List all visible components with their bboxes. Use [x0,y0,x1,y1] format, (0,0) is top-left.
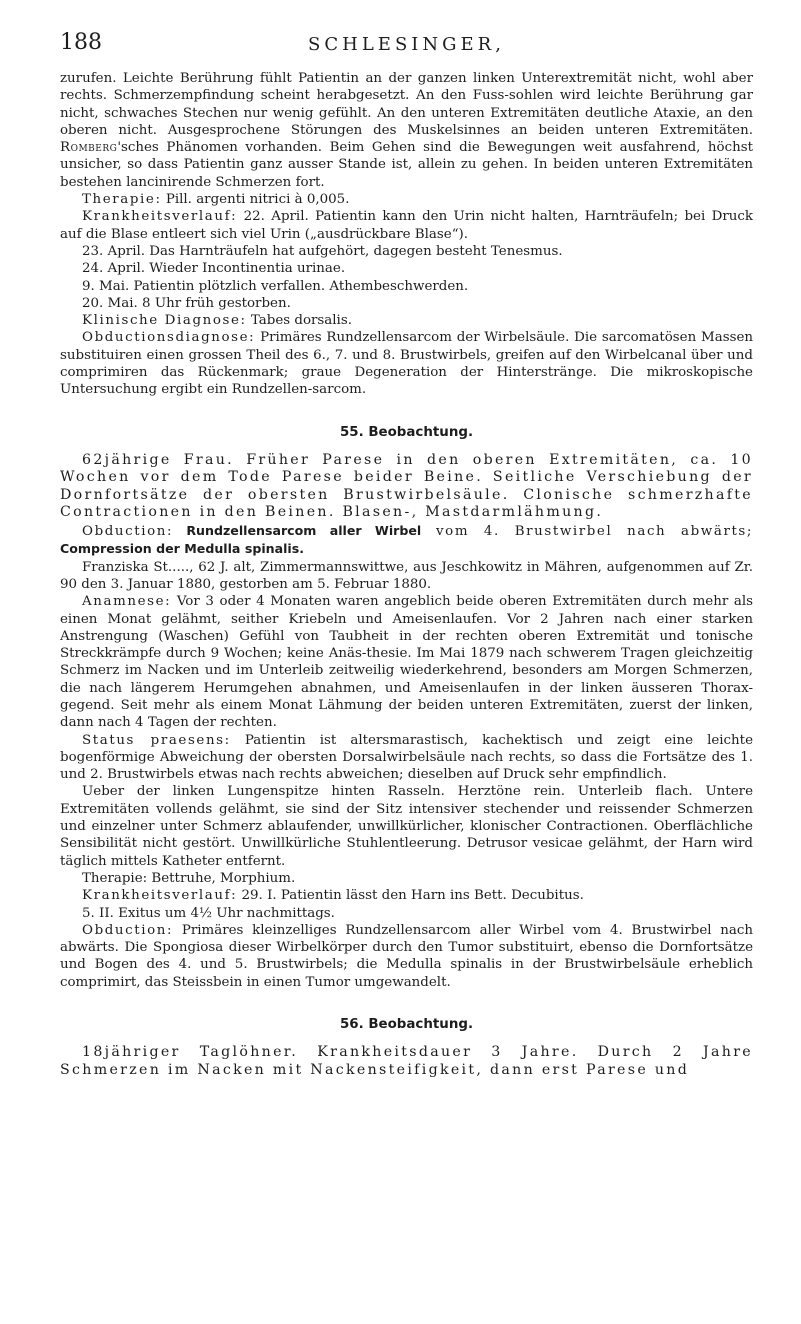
course-entry: 23. April. Das Harnträufeln hat aufgehört, dagegen besteht Tenesmus. [82,243,563,259]
course-entry: 20. Mai. 8 Uhr früh gestorben. [82,295,291,311]
autopsy: Obduction: Primäres kleinzelliges Rundzellensarcom aller Wirbel vom 4. Brustwirbel nach abwärts. Die Spongiosa dieser Wirbelkörper durch den Tumor substituirt, ebenso die Dornfortsätze und Bogen des 4. und 5. Brustwirbels; die Medulla spinalis in der Brustwirbelsäule erheblich comprimirt, das Steissbein in einen Tumor umgewandelt. [60,922,753,990]
anamnesis: Anamnese: Vor 3 oder 4 Monaten waren angeblich beide oberen Extremitäten durch mehr als einen Monat gelähmt, seither Kriebeln und Ameisenlaufen. Vor 2 Jahren nach einer starken Anstrengung (Waschen) Gefühl von Taubheit in der rechten oberen Extremität und tonische Streckkrämpfe durch 9 Wochen; keine Anäs-thesie. Im Mai 1879 nach schwerem Tragen gleichzeitig Schmerz im Nacken und im Unterleib zeitweilig wiederkehrend, besonders am Morgen Schmerzen, die nach längerem Herumgehen abnahmen, und Ameisenlaufen in der linken äusseren Thorax-gegend. Seit mehr als einem Monat Lähmung der beiden unteren Extremitäten, zuerst der linken, dann nach 4 Tagen der rechten. [60,594,753,731]
case-summary: 62jährige Frau. Früher Parese in den oberen Extremitäten, ca. 10 Wochen vor dem Tode Parese beider Beine. Seitliche Verschiebung der Dornfortsätze der obersten Brustwirbelsäule. Clonische schmerzhafte Contractionen in den Beinen. Blasen-, Mastdarmlähmung. [60,451,753,521]
therapy: Therapie: Pill. argenti nitrici à 0,005. [82,192,350,208]
course: Krankheitsverlauf: 29. I. Patientin lässt den Harn ins Bett. Decubitus. [82,888,584,904]
case-54-continuation [60,70,753,399]
observation-55-heading: 55. Beobachtung. [339,424,474,440]
running-head: SCHLESINGER, [308,34,505,55]
case-summary: 18jähriger Taglöhner. Krankheitsdauer 3 Jahre. Durch 2 Jahre Schmerzen im Nacken mit Nackensteifigkeit, dann erst Parese und [60,1044,753,1078]
page-header [60,30,753,70]
case-55 [60,452,753,991]
therapy: Therapie: Bettruhe, Morphium. [82,870,296,886]
status-praesens: Status praesens: Patientin ist altersmarastisch, kachektisch und zeigt eine leichte bogenförmige Abweichung der obersten Dorsalwirbelsäule nach rechts, so dass die Fortsätze des 1. und 2. Brustwirbels etwas nach rechts abweichen; dieselben auf Druck sehr empfindlich. [60,732,753,783]
page-number: 188 [60,30,102,55]
course-entry: 24. April. Wieder Incontinentia urinae. [82,261,346,277]
autopsy-summary: Obduction: Rundzellensarcom aller Wirbel vom 4. Brustwirbel nach abwärts; Compression der Medulla spinalis. [60,523,754,557]
paragraph: zurufen. Leichte Berührung fühlt Patientin an der ganzen linken Unterextremität nicht, wohl aber rechts. Schmerzempfindung scheint herabgesetzt. An den Fuss-sohlen wird leichte Berührung gar nicht, schwaches Stechen nur wenig gefühlt. An den unteren Extremitäten deutliche Ataxie, an den oberen nicht. Ausgesprochene Störungen des Muskelsinnes an beiden unteren Extremitäten. Romberg'sches Phänomen vorhanden. Beim Gehen sind die Bewegungen weit ausfahrend, höchst unsicher, so dass Patientin ganz ausser Stande ist, allein zu gehen. In beiden unteren Extremitäten bestehen lancinirende Schmerzen fort. [60,71,753,190]
examination: Ueber der linken Lungenspitze hinten Rasseln. Herztöne rein. Unterleib flach. Untere Extremitäten vollends gelähmt, sie sind der Sitz intensiver stechender und reissender Schmerzen und einzelner unter Schmerz ablaufender, unwillkürlicher, klonischer Contractionen. Oberflächliche Sensibilität nicht gestört. Unwillkürliche Stuhlentleerung. Detrusor vesicae gelähmt, der Harn wird täglich mittels Katheter entfernt. [60,784,753,869]
course-entry: 5. II. Exitus um 4½ Uhr nachmittags. [82,905,335,921]
observation-56-heading: 56. Beobachtung. [339,1017,474,1033]
author-name: Romberg [60,140,118,156]
patient-info: Franziska St....., 62 J. alt, Zimmermannswittwe, aus Jeschkowitz in Mähren, aufgenommen auf Zr. 90 den 3. Januar 1880, gestorben am 5. Februar 1880. [60,559,753,592]
clinical-diagnosis: Klinische Diagnose: Tabes dorsalis. [82,313,352,329]
autopsy-diagnosis: Obductionsdiagnose: Primäres Rundzellensarcom der Wirbelsäule. Die sarcomatösen Massen substituiren einen grossen Theil des 6., 7. und 8. Brustwirbels, greifen auf den Wirbelcanal über und comprimiren das Rückenmark; graue Degeneration der Hinterstränge. Die mikroskopische Untersuchung ergibt ein Rundzellen-sarcom. [60,330,753,398]
case-56 [60,1044,753,1079]
course-entry: 9. Mai. Patientin plötzlich verfallen. Athembeschwerden. [82,278,469,294]
course: Krankheitsverlauf: 22. April. Patientin kann den Urin nicht halten, Harnträufeln; bei Druck auf die Blase entleert sich viel Urin („ausdrückbare Blase“). [60,209,753,242]
